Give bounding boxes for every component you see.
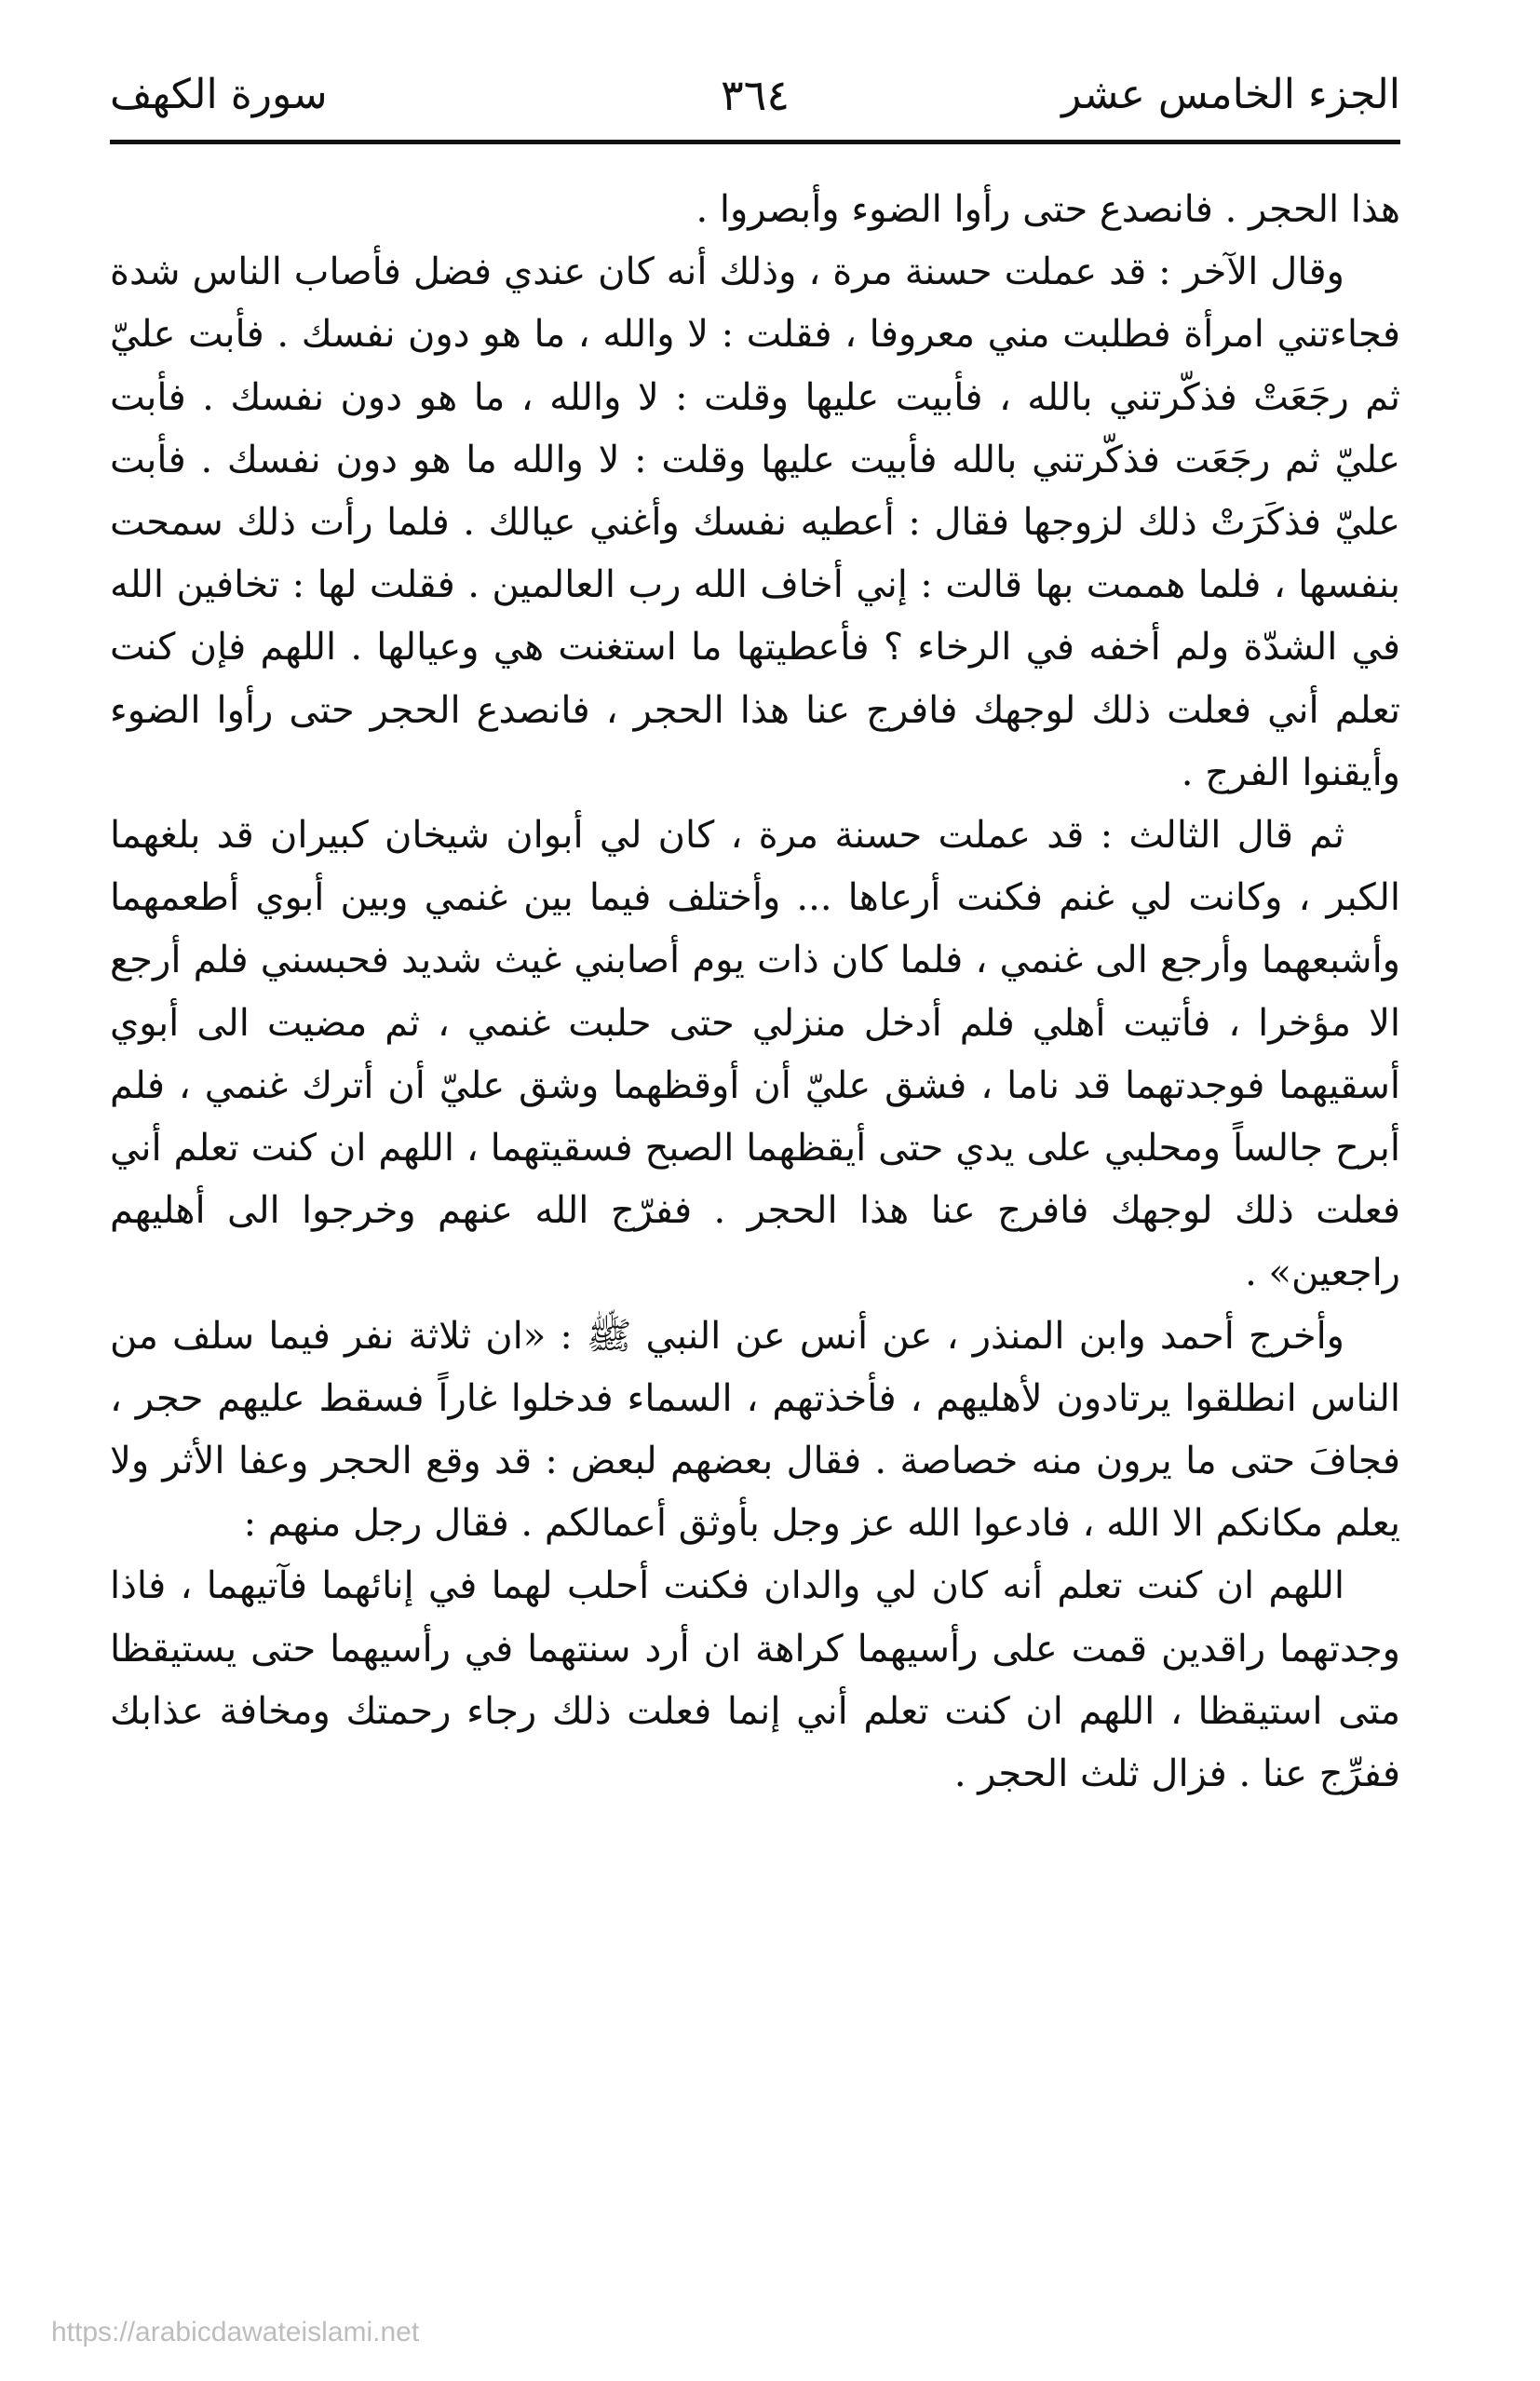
page-body — [110, 179, 1400, 1806]
header-rule — [110, 140, 1400, 144]
surah-title: سورة الكهف — [110, 71, 328, 118]
part-title: الجزء الخامس عشر — [1061, 71, 1400, 118]
source-watermark: https://arabicdawateislami.net — [51, 2317, 420, 2347]
paragraph: وقال الآخر : قد عملت حسنة مرة ، وذلك أنه كان عندي فضل فأصاب الناس شدة فجاءتني امرأة فطلبت مني معروفا ، فقلت : لا والله ، ما هو دون نفسك . فأبت عليّ ثم رجَعَتْ فذكّرتني بالله ، فأبيت عليها وقلت : لا والله ، ما هو دون نفسك . فأبت عليّ ثم رجَعَت فذكّرتني بالله فأبيت عليها وقلت : لا والله ما هو دون نفسك . فأبت عليّ فذكَرَتْ ذلك لزوجها فقال : أعطيه نفسك وأغني عيالك . فلما رأت ذلك سمحت بنفسها ، فلما هممت بها قالت : إني أخاف الله رب العالمين . فقلت لها : تخافين الله في الشدّة ولم أخفه في الرخاء ؟ فأعطيتها ما استغنت هي وعيالها . اللهم فإن كنت تعلم أني فعلت ذلك لوجهك فافرج عنا هذا الحجر ، فانصدع الحجر حتى رأوا الضوء وأيقنوا الفرج . — [110, 250, 1400, 794]
paragraph: اللهم ان كنت تعلم أنه كان لي والدان فكنت أحلب لهما في إنائهما فآتيهما ، فاذا وجدتهما راقدين قمت على رأسيهما كراهة ان أرد سنتهما في رأسيهما حتى يستيقظا متى استيقظا ، اللهم ان كنت تعلم أني إنما فعلت ذلك رجاء رحمتك ومخافة عذابك ففرِّج عنا . فزال ثلث الحجر . — [110, 1564, 1400, 1796]
paragraph: هذا الحجر . فانصدع حتى رأوا الضوء وأبصروا . — [696, 188, 1400, 231]
running-header — [110, 58, 1400, 132]
paragraph: ثم قال الثالث : قد عملت حسنة مرة ، كان لي أبوان شيخان كبيران قد بلغهما الكبر ، وكانت لي غنم فكنت أرعاها ... وأختلف فيما بين غنمي وبين أبوي أطعمهما وأشبعهما وأرجع الى غنمي ، فلما كان ذات يوم أصابني غيث شديد فحبسني فلم أرجع الا مؤخرا ، فأتيت أهلي فلم أدخل منزلي حتى حلبت غنمي ، ثم مضيت الى أبوي أسقيهما فوجدتهما قد ناما ، فشق عليّ أن أوقظهما وشق عليّ أن أترك غنمي ، فلم أبرح جالساً ومحلبي على يدي حتى أيقظهما الصبح فسقيتهما ، اللهم ان كنت تعلم أني فعلت ذلك لوجهك فافرج عنا هذا الحجر . ففرّج الله عنهم وخرجوا الى أهليهم راجعين» . — [110, 814, 1401, 1295]
paragraph: وأخرج أحمد وابن المنذر ، عن أنس عن النبي ﷺ : «ان ثلاثة نفر فيما سلف من الناس انطلقوا يرتادون لأهليهم ، فأخذتهم ، السماء فدخلوا غاراً فسقط عليهم حجر ، فجافَ حتى ما يرون منه خصاصة . فقال بعضهم لبعض : قد وقع الحجر وعفا الأثر ولا يعلم مكانكم الا الله ، فادعوا الله عز وجل بأوثق أعمالكم . فقال رجل منهم : — [110, 1314, 1400, 1546]
page-number: ٣٦٤ — [720, 70, 790, 120]
